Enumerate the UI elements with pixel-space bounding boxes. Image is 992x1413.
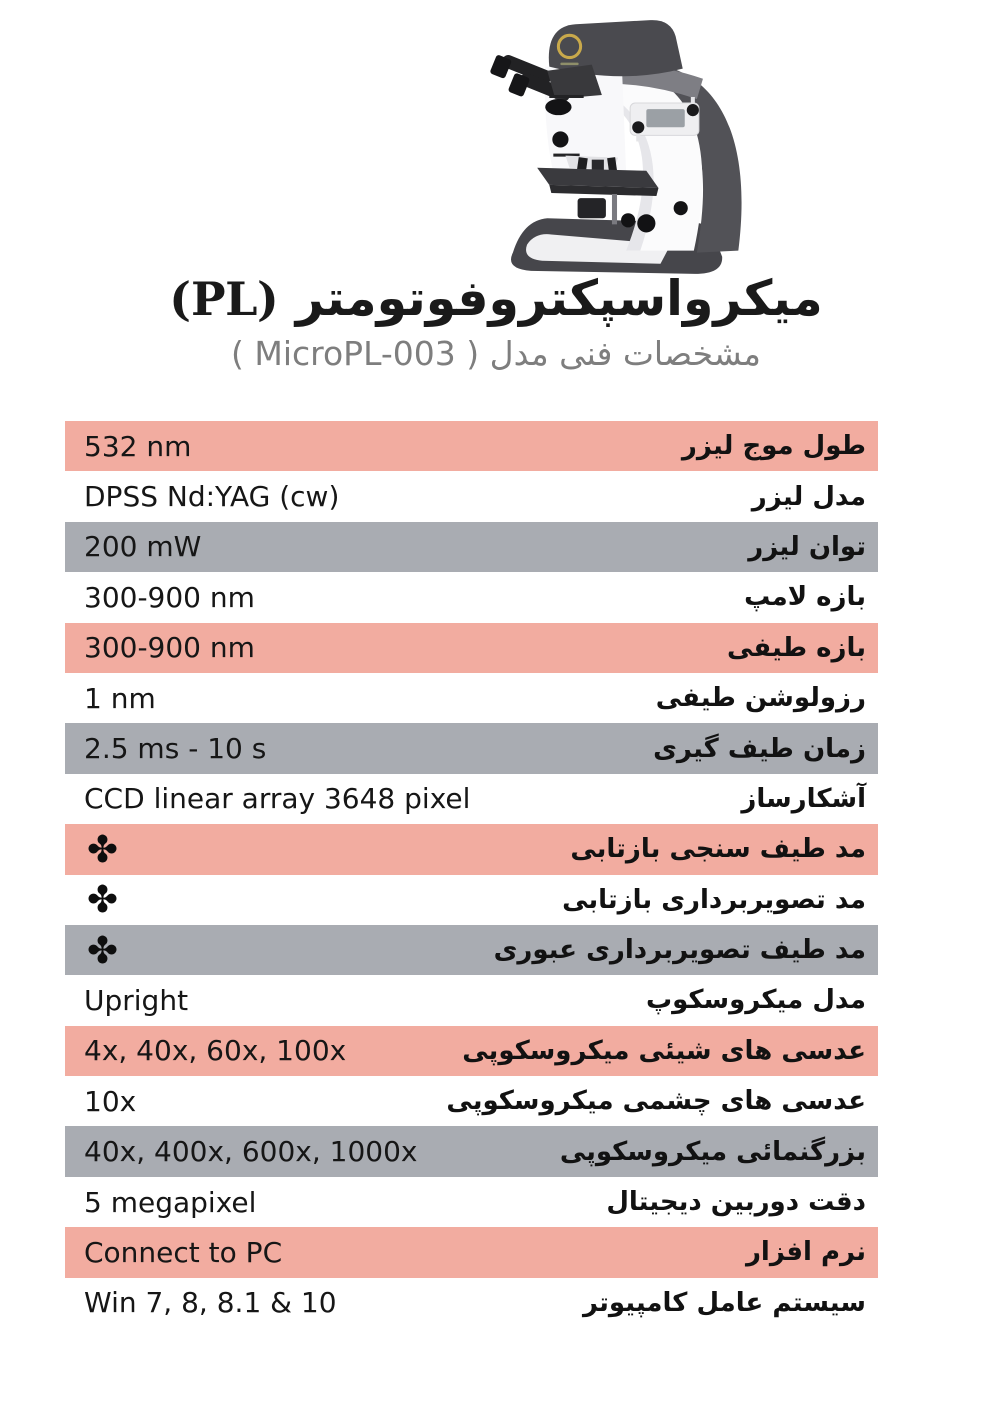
table-row [65, 1177, 878, 1227]
spec-value: 532 nm [84, 429, 192, 463]
table-row [65, 572, 878, 622]
table-row [65, 522, 878, 572]
spec-label: بازه لامپ [744, 582, 866, 613]
spec-value: 300-900 nm [84, 580, 255, 614]
spec-value: 10x [84, 1084, 137, 1118]
spec-value: 5 megapixel [84, 1185, 257, 1219]
microscope-image [448, 6, 782, 284]
spec-label: مد طیف سنجی بازتابی [570, 834, 866, 865]
spec-value: 1 nm [84, 681, 156, 715]
spec-label: مدل لیزر [751, 481, 866, 512]
title-block [0, 272, 992, 373]
table-row [65, 673, 878, 723]
spec-table [65, 421, 878, 1328]
table-row [65, 623, 878, 673]
page-title-fa: میکرواسپکتروفوتومتر [295, 270, 823, 327]
page-title [0, 272, 992, 327]
page-subtitle [0, 334, 992, 374]
table-row [65, 1026, 878, 1076]
spec-value: Win 7, 8, 8.1 & 10 [84, 1286, 337, 1320]
spec-value: CCD linear array 3648 pixel [84, 782, 471, 816]
table-row [65, 1278, 878, 1328]
spec-label: مدل میکروسکوپ [645, 985, 866, 1016]
spec-label: دقت دوربین دیجیتال [606, 1187, 866, 1218]
spec-value: 200 mW [84, 530, 202, 564]
microscope-illustration [448, 6, 782, 284]
spec-label: آشکارساز [741, 783, 866, 814]
table-row [65, 723, 878, 773]
spec-value: 300-900 nm [84, 631, 255, 665]
table-row [65, 471, 878, 521]
spec-label: بازه طیفی [726, 632, 866, 663]
table-row [65, 774, 878, 824]
spec-label: سیستم عامل کامپیوتر [582, 1287, 866, 1318]
spec-value: Connect to PC [84, 1235, 283, 1269]
spec-label: عدسی های چشمی میکروسکوپی [446, 1086, 866, 1117]
spec-label: نرم افزار [745, 1237, 866, 1268]
table-row [65, 421, 878, 471]
table-row [65, 824, 878, 874]
spec-value: Upright [84, 983, 189, 1017]
spec-value: 4x, 40x, 60x, 100x [84, 1034, 347, 1068]
spec-value: 2.5 ms - 10 s [84, 732, 267, 766]
feature-mark-icon: ✤ [87, 878, 119, 922]
spec-label: مد طیف تصویربرداری عبوری [493, 935, 866, 966]
feature-mark-icon: ✤ [87, 928, 119, 972]
table-row [65, 975, 878, 1025]
table-row [65, 1227, 878, 1277]
feature-mark-icon: ✤ [87, 827, 119, 871]
spec-label: زمان طیف گیری [653, 733, 866, 764]
spec-label: مد تصویربرداری بازتابی [562, 884, 866, 915]
table-row [65, 875, 878, 925]
page-subtitle-fa: مشخصات فنی مدل [489, 333, 761, 373]
table-row [65, 1126, 878, 1176]
page-title-latin: (PL) [169, 272, 279, 326]
page-subtitle-model: ( MicroPL-003 ) [230, 333, 480, 373]
table-row [65, 925, 878, 975]
spec-label: رزولوشن طیفی [655, 683, 866, 714]
lcd-panel [630, 97, 699, 141]
spec-value: DPSS Nd:YAG (cw) [84, 480, 340, 514]
spec-label: عدسی های شیئی میکروسکوپی [462, 1035, 866, 1066]
spec-label: توان لیزر [748, 531, 866, 562]
spec-label: بزرگنمائی میکروسکوپی [559, 1136, 866, 1167]
spec-label: طول موج لیزر [681, 431, 866, 462]
spec-value: 40x, 400x, 600x, 1000x [84, 1135, 418, 1169]
table-row [65, 1076, 878, 1126]
